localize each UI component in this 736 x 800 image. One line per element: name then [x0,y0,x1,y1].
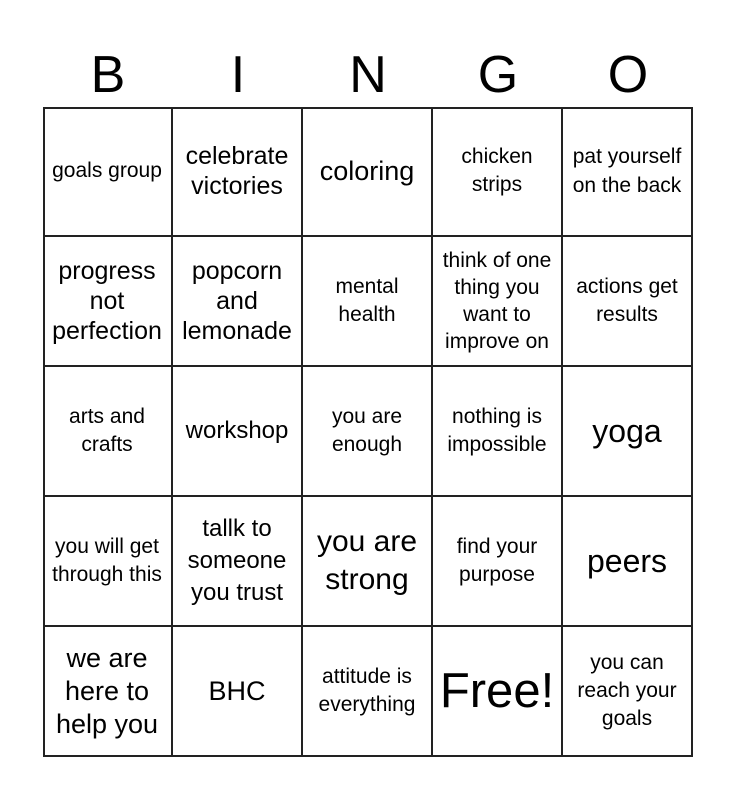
bingo-cell[interactable] [303,107,433,237]
cell-text: chicken strips [461,145,533,196]
bingo-cell[interactable] [43,627,173,757]
bingo-cell[interactable] [303,627,433,757]
cell-text: actions get results [576,275,678,326]
bingo-cell[interactable] [433,367,563,497]
cell-text: tallk to someone you trust [187,515,287,606]
bingo-header [43,44,693,106]
cell-text: you will get through this [52,535,162,586]
bingo-cell[interactable] [173,627,303,757]
bingo-cell[interactable] [303,367,433,497]
header-letter-b: B [90,46,126,104]
header-letter-g: G [477,46,519,104]
cell-text: find your purpose [456,535,538,586]
cell-text: peers [586,543,668,579]
cell-text: BHC [208,675,266,706]
bingo-cell[interactable] [563,367,693,497]
bingo-cell[interactable] [43,497,173,627]
header-letter-i: I [230,46,246,104]
bingo-cell[interactable] [43,107,173,237]
cell-text: arts and crafts [69,405,145,456]
cell-text: progress not perfection [52,257,162,345]
cell-text: attitude is everything [318,665,416,716]
bingo-cell[interactable] [173,107,303,237]
free-space-cell[interactable] [433,627,563,757]
cell-text: you are strong [316,525,418,596]
bingo-cell[interactable] [563,627,693,757]
bingo-cell[interactable] [173,497,303,627]
cell-text: nothing is impossible [447,405,547,456]
bingo-cell[interactable] [173,367,303,497]
cell-text: you are enough [331,405,403,456]
cell-text: coloring [319,155,415,186]
cell-text: celebrate victories [185,142,289,200]
cell-text: popcorn and lemonade [182,257,292,345]
cell-text: mental health [335,275,399,326]
bingo-cell[interactable] [563,237,693,367]
bingo-cell[interactable] [563,497,693,627]
header-letter-o: O [607,46,649,104]
cell-text: you can reach your goals [577,651,677,730]
bingo-grid [43,107,693,757]
bingo-cell[interactable] [43,237,173,367]
bingo-cell[interactable] [303,237,433,367]
bingo-cell[interactable] [433,107,563,237]
bingo-cell[interactable] [433,237,563,367]
header-letter-n: N [349,46,387,104]
bingo-cell[interactable] [433,497,563,627]
cell-text: yoga [592,413,662,449]
cell-text: workshop [185,417,289,444]
bingo-cell[interactable] [563,107,693,237]
bingo-cell[interactable] [173,237,303,367]
cell-text: think of one thing you want to improve on [442,249,552,353]
bingo-cell[interactable] [303,497,433,627]
cell-text: we are here to help you [55,642,159,739]
free-space-text: Free! [439,664,555,718]
bingo-cell[interactable] [43,367,173,497]
cell-text: goals group [52,159,162,182]
cell-text: pat yourself on the back [572,145,682,197]
